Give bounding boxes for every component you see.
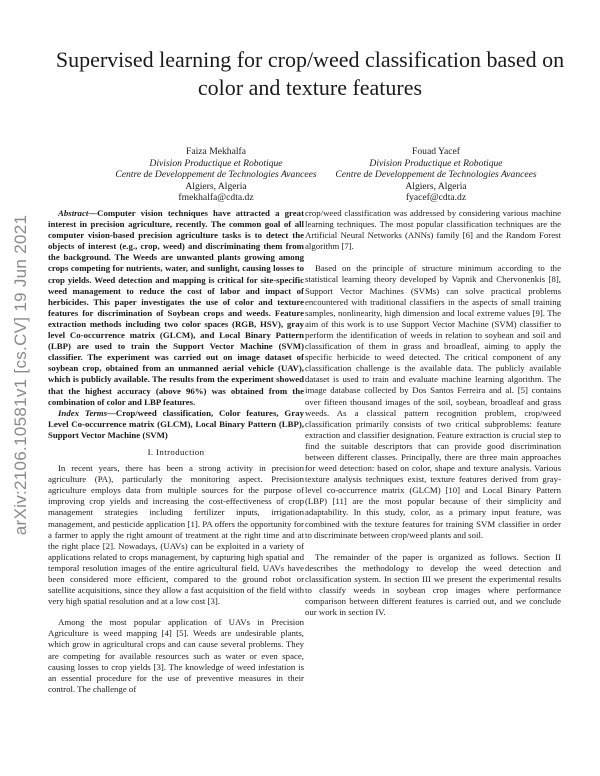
author-email: fyacef@cdta.dz (405, 192, 467, 203)
section-heading: I. Introduction (147, 446, 205, 457)
abstract (48, 208, 304, 408)
index-terms-lead: Index Terms (58, 407, 108, 418)
paragraph: In recent years, there has been a strong activity in precision agriculture (PA), particularly the monitoring aspect. Precision agriculture employs data from multiple sources for the purpose of improving crop yields and increasing the cost-effectiveness of crop management strategies including fertilizer inputs, irrigation management, and pesticide application [1]. PA offers the opportunity for a farmer to apply the right amount of treatment at the right time and at the right place [2]. Nowadays, (UAVs) can be exploited in a variety of applications related to crops management, by capturing high spatial and temporal resolution images of the entire agricultural field. UAVs have been considered more efficient, compared to the ground robot or satellite acquisitions, since they allow a fast acquisition of the field with very high spatial resolution and at a low cost [3]. (48, 463, 304, 607)
paper-title: Supervised learning for crop/weed classification based on color and texture features (55, 47, 565, 100)
abstract-text: —Computer vision techniques have attracted a great interest in precision agriculture, recently. The common goal of all computer vision-based precision agriculture tasks is to detect the objects of interest (e.g., crop, weed) and discriminating them from the background. The Weeds are unwanted plants growing among crops competing for nutrients, water, and sunlight, causing losses to crop yields. Weed detection and mapping is critical for site-specific weed management to reduce the cost of labor and impact of herbicides. This paper investigates the use of color and texture features for discrimination of Soybean crops and weeds. Feature extraction methods including two color spaces (RGB, HSV), gray level Co-occurrence matrix (GLCM), and Local Binary Pattern (LBP) are used to train the Support Vector Machine (SVM) classifier. The experiment was carried out on image dataset of soybean crop, obtained from an unmanned aerial vehicle (UAV), which is publicly available. The results from the experiment showed that the highest accuracy (above 96%) was obtained from the combination of color and LBP features. (48, 208, 304, 407)
arxiv-stamp (6, 190, 36, 560)
author-division: Division Productique et Robotique (369, 157, 503, 169)
author-city: Algiers, Algeria (405, 180, 467, 192)
author-centre: Centre de Developpement de Technologies Avancees (335, 169, 537, 180)
paragraph: Based on the principle of structure minimum according to the statistical learning theory developed by Vapnik and Chervonenkis [8], Support Vector Machines (SVMs) can solve practical problems encountered with traditional classifiers in the aspects of small training samples, nonlinearity, high dimension and local extreme values [9]. The aim of this work is to use Support Vector Machine (SVM) classifier to perform the identification of weeds in relation to soybean and soil and classification of them in grass and broadleaf, aiming to apply the specific herbicide to weed detected. The critical component of any classification challenge is the available data. The publicly available dataset is used to train and evaluate machine learning algorithm. The image database collected by Dos Santos Ferreira and al. [5] contains over fifteen thousand images of the soil, soybean, broadleaf and grass weeds. As a classical pattern recognition problem, crop/weed classification primarily consists of two critical subproblems: feature extraction and classifier designation. Feature extraction is crucial step to find the suitable descriptors that can provide good discrimination between different classes. Principally, there are three main approaches for weed detection: based on color, shape and texture analysis. Various texture analysis techniques exist, texture features derived from gray-level co-occurrence matrix (GLCM) [10] and Local Binary Pattern (LBP) [11] are the most popular because of their simplicity and adaptability. In this study, color, as a primary input feature, was combined with the texture features for training SVM classifier in order to discriminate between crop/weed plants and soil. (305, 263, 561, 540)
left-column (48, 208, 304, 695)
author-centre: Centre de Developpement de Technologies Avancees (115, 169, 317, 180)
author-block-1 (96, 146, 336, 204)
index-terms (48, 408, 304, 441)
right-column (305, 208, 561, 618)
paragraph: crop/weed classification was addressed by considering various machine learning techniques. The most popular classification techniques are the Artificial Neural Networks (ANNs) family [6] and the Random Forest algorithm [7]. (305, 208, 561, 252)
paragraph: Among the most popular application of UAVs in Precision Agriculture is weed mapping [4] [5]. Weeds are undesirable plants, which grow in agricultural crops and can cause several problems. They are competing for available resources such as water or even space, causing losses to crop yields [3]. The knowledge of weed infestation is an essential procedure for the use of preventive measures in their control. The challenge of (48, 617, 304, 694)
author-division: Division Productique et Robotique (149, 157, 283, 169)
abstract-lead: Abstract (58, 208, 89, 218)
arxiv-stamp-text: arXiv:2106.10581v1 [cs.CV] 19 Jun 2021 (11, 214, 30, 536)
index-terms-text: —Crop/weed classification, Color features, Gray Level Co-occurrence matrix (GLCM), Local Binary Pattern (LBP), Support Vector Machine (SVM) (48, 407, 304, 440)
author-email: fmekhalfa@cdta.dz (178, 192, 254, 203)
paragraph: The remainder of the paper is organized as follows. Section II describes the methodology to develop the weed detection and classification system. In section III we present the experimental results to classify weeds in soybean crop images where performance comparison between different features is carried out, and we conclude our work in section IV. (305, 551, 561, 618)
author-block-2 (316, 146, 556, 204)
author-city: Algiers, Algeria (185, 180, 247, 192)
author-name: Fouad Yacef (412, 146, 460, 157)
author-name: Faiza Mekhalfa (186, 146, 246, 157)
